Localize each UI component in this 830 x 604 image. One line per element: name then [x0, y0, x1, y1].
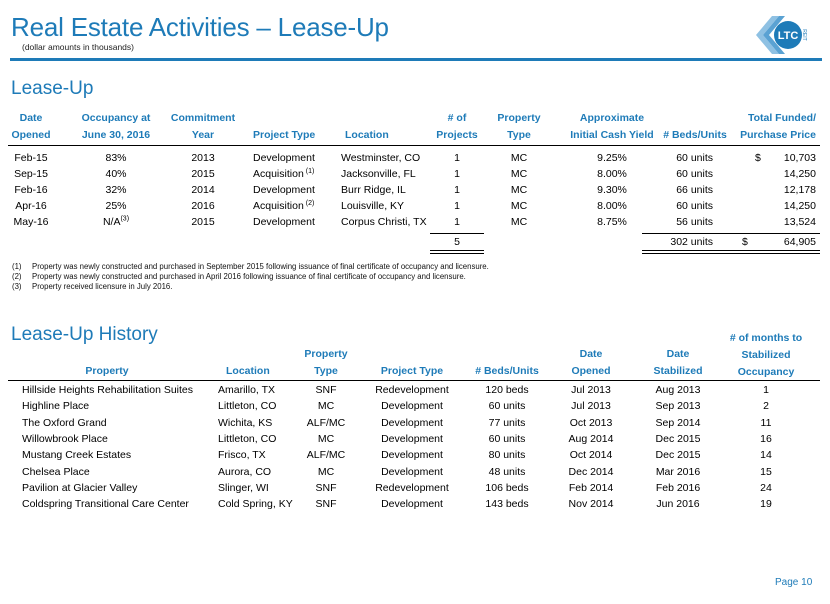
cell-months: 1: [763, 384, 769, 396]
cell-months: 11: [760, 416, 772, 429]
cell-property-type: MC: [510, 152, 528, 164]
cell-commitment-year: 2013: [191, 152, 215, 164]
cell-project-type: Redevelopment: [375, 384, 449, 396]
cell-total-funded: 14,250: [783, 200, 816, 212]
cell-property: Coldspring Transitional Care Center: [22, 498, 189, 511]
cell-occupancy: [66, 166, 166, 182]
cell-project-type: Development: [381, 432, 443, 445]
project-type-value: Development: [253, 216, 315, 228]
cell-total-funded: 12,178: [783, 184, 816, 196]
hcol-beds-units: # Beds/Units: [475, 365, 539, 377]
project-type-value: Acquisition: [253, 168, 304, 180]
cell-date-opened: Dec 2014: [568, 465, 614, 478]
cell-date-opened: Sep-15: [14, 168, 48, 180]
cell-cash-yield: 9.25%: [597, 152, 627, 164]
cell-property-type: SNF: [315, 498, 337, 511]
cell-date-opened: Feb-15: [14, 152, 48, 164]
cell-date-stabilized: Feb 2016: [655, 481, 701, 494]
cell-commitment-year: 2014: [191, 184, 215, 196]
cell-property-type: MC: [317, 432, 335, 445]
ltc-logo-mark: [752, 12, 812, 58]
history-header-rule: [8, 380, 820, 381]
cell-total-funded: 10,703: [783, 152, 816, 164]
cell-property-type: MC: [510, 184, 528, 196]
cell-project-type: Redevelopment: [375, 481, 449, 494]
cell-location: Slinger, WI: [218, 481, 269, 494]
cell-project-type: Development: [381, 498, 443, 511]
cell-beds-units: 106 beds: [485, 481, 529, 494]
col-property-type: Property Type: [497, 112, 541, 141]
cell-location: Littleton, CO: [218, 400, 277, 413]
footnote-ref: (1): [305, 167, 315, 175]
footnote-1: (1) Property was newly constructed and purchased in September 2015 following issuance of final certificate of occupancy and licensure.: [12, 262, 489, 271]
page-number: Page 10: [775, 577, 813, 588]
hcol-property: Property: [85, 365, 129, 377]
occupancy-value: 25%: [105, 200, 127, 212]
cell-date-opened: Feb-16: [14, 184, 48, 196]
cell-beds-units: 143 beds: [485, 498, 529, 511]
col-commitment-year: Commitment Year: [170, 112, 236, 141]
cell-project-type: [253, 150, 317, 166]
total-projects: 5: [454, 236, 460, 248]
occupancy-value: 32%: [105, 184, 127, 196]
cell-property-type: MC: [317, 400, 335, 413]
hcol-date-stabilized: Date Stabilized: [653, 348, 703, 377]
col-projects: # of Projects: [436, 112, 478, 141]
cell-date-stabilized: Dec 2015: [655, 449, 701, 462]
page-title: Real Estate Activities – Lease-Up: [11, 12, 389, 42]
footnote-ref: (3): [120, 215, 130, 223]
hcol-date-opened: Date Opened: [571, 348, 611, 377]
cell-project-type: Development: [381, 449, 443, 462]
cell-beds-units: 60 units: [488, 432, 526, 445]
col-occupancy: Occupancy at June 30, 2016: [81, 112, 151, 141]
cell-months: 16: [760, 432, 772, 445]
cell-location: Aurora, CO: [218, 465, 272, 478]
col-total-funded: Total Funded/ Purchase Price: [740, 112, 816, 141]
col-project-type: Project Type: [253, 129, 316, 141]
cell-months: 14: [760, 449, 772, 462]
cell-property: Chelsea Place: [22, 465, 90, 478]
project-type-value: Acquisition: [253, 200, 304, 212]
footnote-2: (2) Property was newly constructed and purchased in April 2016 following issuance of final certificate of occupancy and licensure.: [12, 272, 466, 281]
cell-total-funded: 13,524: [783, 216, 816, 228]
cell-property-type: MC: [510, 200, 528, 212]
cell-property-type: MC: [510, 168, 528, 180]
cell-project-type: [253, 182, 317, 198]
cell-date-opened: Nov 2014: [568, 498, 614, 511]
cell-projects: 1: [454, 200, 460, 212]
hcol-project-type: Project Type: [380, 365, 444, 377]
cell-date-opened: Oct 2013: [569, 416, 613, 429]
cell-beds-units: 60 units: [676, 152, 713, 164]
cell-date-stabilized: Sep 2013: [655, 400, 701, 413]
company-logo: [752, 12, 812, 58]
cell-project-type: Development: [381, 400, 443, 413]
total-currency: $: [742, 236, 748, 248]
cell-project-type: Development: [381, 416, 443, 429]
cell-date-stabilized: Jun 2016: [656, 498, 700, 511]
cell-commitment-year: 2015: [191, 216, 215, 228]
project-type-value: Development: [253, 152, 315, 164]
cell-property-type: SNF: [315, 481, 337, 494]
cell-date-opened: Aug 2014: [568, 432, 614, 445]
cell-cash-yield: 8.75%: [597, 216, 627, 228]
footnote-ref: (2): [305, 199, 315, 207]
cell-date-stabilized: Dec 2015: [655, 432, 701, 445]
cell-property-type: SNF: [315, 384, 337, 396]
cell-project-type: [253, 214, 317, 230]
project-type-value: Development: [253, 184, 315, 196]
cell-beds-units: 60 units: [488, 400, 526, 413]
cell-date-opened: Jul 2013: [571, 400, 611, 413]
lease-up-header-rule: [8, 145, 820, 146]
cell-project-type: [253, 198, 314, 214]
lease-up-history-section-title: Lease-Up History: [11, 324, 158, 345]
cell-property: Highline Place: [22, 400, 90, 413]
cell-property: Pavilion at Glacier Valley: [22, 481, 138, 494]
cell-projects: 1: [454, 152, 460, 164]
cell-projects: 1: [454, 184, 460, 196]
cell-property: Hillside Heights Rehabilitation Suites: [22, 384, 194, 396]
amount-double-rule: [642, 250, 820, 254]
occupancy-value: 83%: [105, 152, 127, 164]
lease-up-section-title: Lease-Up: [11, 78, 94, 99]
cell-location: Westminster, CO: [341, 152, 421, 164]
projects-double-rule: [430, 250, 484, 254]
cell-date-stabilized: Mar 2016: [655, 465, 701, 478]
cell-date-opened: Oct 2014: [569, 449, 613, 462]
cell-beds-units: 66 units: [676, 184, 713, 196]
cell-occupancy: [66, 182, 166, 198]
cell-currency: $: [755, 152, 761, 164]
cell-location: Cold Spring, KY: [218, 498, 293, 511]
cell-months: 19: [760, 498, 772, 511]
cell-beds-units: 56 units: [676, 216, 713, 228]
cell-occupancy: [66, 198, 166, 214]
cell-property: Willowbrook Place: [22, 432, 108, 445]
cell-beds-units: 60 units: [676, 168, 713, 180]
cell-occupancy: [66, 214, 166, 230]
cell-cash-yield: 9.30%: [597, 184, 627, 196]
cell-commitment-year: 2016: [191, 200, 215, 212]
header-divider: [10, 58, 822, 61]
cell-property: The Oxford Grand: [22, 416, 107, 429]
col-cash-yield: Approximate Initial Cash Yield: [570, 112, 654, 141]
page-subtitle: (dollar amounts in thousands): [22, 42, 134, 52]
hcol-months-to-stabilized: # of months to Stabilized Occupancy: [729, 332, 803, 378]
col-beds-units: # Beds/Units: [663, 129, 727, 141]
occupancy-value: N/A: [102, 216, 121, 228]
cell-location: Corpus Christi, TX: [341, 216, 427, 228]
cell-date-opened: Jul 2013: [571, 384, 611, 396]
total-funded: 64,905: [783, 236, 816, 248]
hcol-location: Location: [226, 365, 270, 377]
cell-cash-yield: 8.00%: [597, 168, 627, 180]
cell-beds-units: 120 beds: [485, 384, 529, 396]
cell-projects: 1: [454, 216, 460, 228]
cell-project-type: Development: [381, 465, 443, 478]
cell-property-type: ALF/MC: [306, 416, 346, 429]
cell-date-opened: Feb 2014: [568, 481, 614, 494]
cell-location: Wichita, KS: [218, 416, 273, 429]
cell-months: 2: [763, 400, 769, 413]
cell-beds-units: 48 units: [488, 465, 526, 478]
col-date-opened: Date Opened: [11, 112, 51, 141]
cell-cash-yield: 8.00%: [597, 200, 627, 212]
cell-date-opened: Apr-16: [15, 200, 47, 212]
cell-location: Louisville, KY: [341, 200, 405, 212]
hcol-property-type: Property Type: [304, 348, 348, 377]
total-beds: 302 units: [670, 236, 713, 248]
cell-date-stabilized: Sep 2014: [655, 416, 701, 429]
cell-property: Mustang Creek Estates: [22, 449, 132, 462]
cell-commitment-year: 2015: [191, 168, 215, 180]
cell-beds-units: 77 units: [488, 416, 526, 429]
cell-property-type: MC: [317, 465, 335, 478]
cell-property-type: ALF/MC: [306, 449, 346, 462]
cell-months: 15: [760, 465, 772, 478]
cell-location: Burr Ridge, IL: [341, 184, 406, 196]
cell-date-stabilized: Aug 2013: [655, 384, 701, 396]
cell-months: 24: [760, 481, 772, 494]
cell-beds-units: 80 units: [488, 449, 526, 462]
cell-occupancy: [66, 150, 166, 166]
cell-location: Frisco, TX: [218, 449, 266, 462]
cell-projects: 1: [454, 168, 460, 180]
cell-location: Amarillo, TX: [218, 384, 275, 396]
logo-subtext: REIT: [801, 29, 807, 41]
cell-date-opened: May-16: [13, 216, 49, 228]
cell-location: Jacksonville, FL: [341, 168, 416, 180]
cell-beds-units: 60 units: [676, 200, 713, 212]
cell-total-funded: 14,250: [783, 168, 816, 180]
cell-project-type: [253, 166, 314, 182]
logo-text: LTC: [777, 30, 799, 42]
col-location: Location: [345, 129, 389, 141]
footnote-3: (3) Property received licensure in July 2016.: [12, 282, 173, 291]
occupancy-value: 40%: [105, 168, 127, 180]
cell-location: Littleton, CO: [218, 432, 277, 445]
cell-property-type: MC: [510, 216, 528, 228]
